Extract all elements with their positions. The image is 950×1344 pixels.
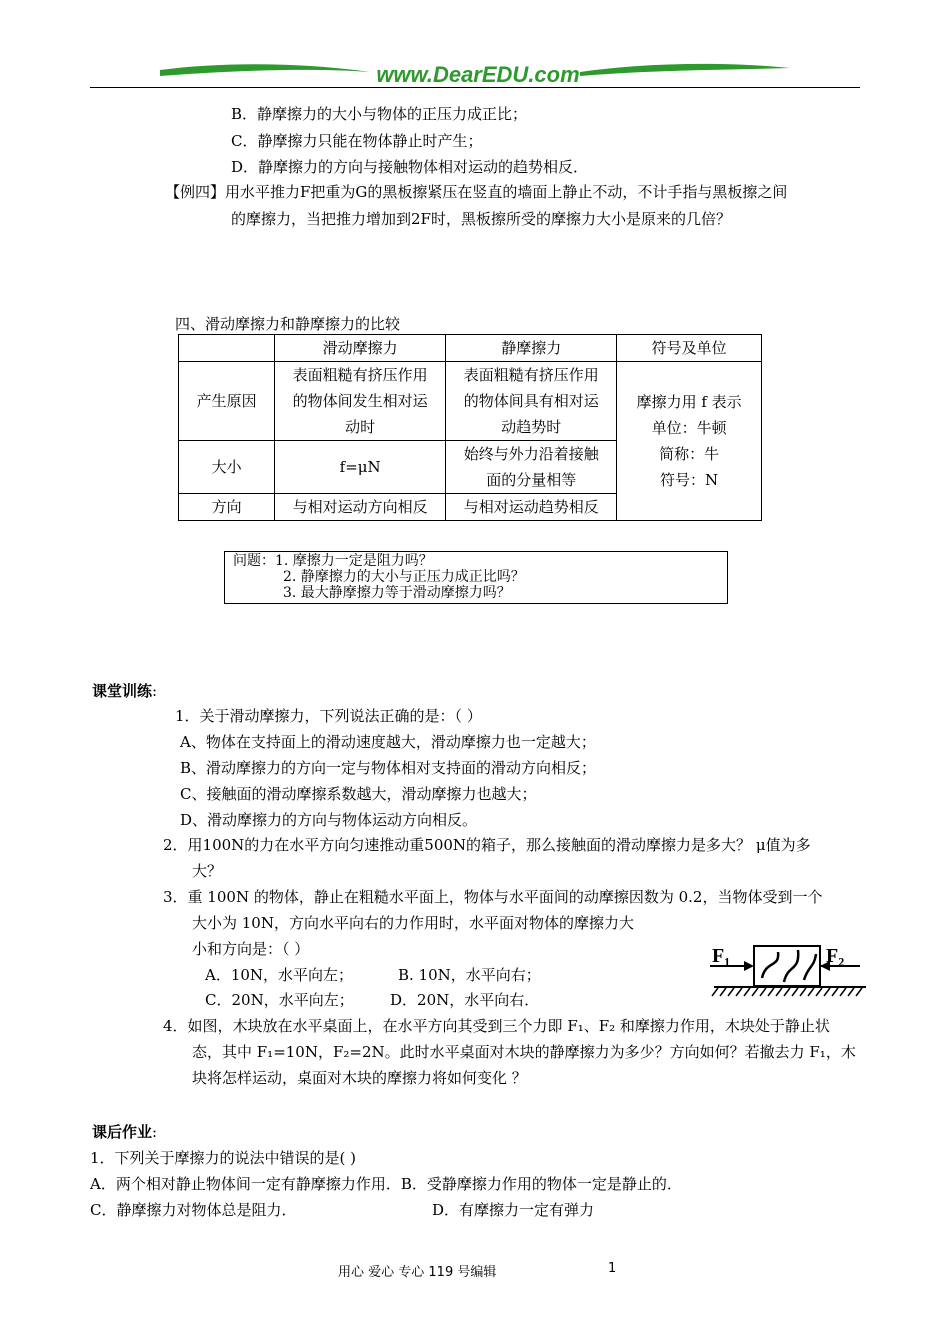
row-size-static [446, 441, 617, 494]
homework-q1-ab: A．两个相对静止物体间一定有静摩擦力作用．B．受静摩擦力作用的物体一定是静止的． [90, 1175, 682, 1193]
cell-line: 表面粗糙有挤压作用 [463, 366, 599, 384]
logo-swoosh-right [580, 64, 790, 76]
cell-line: 符号：N [660, 471, 719, 489]
table-row-cause [179, 362, 762, 441]
cell-line: 的物体间发生相对运 [292, 392, 428, 410]
cell-line: 面的分量相等 [486, 471, 577, 489]
homework-title [92, 1122, 157, 1142]
homework-title-text: 课后作业 [92, 1123, 153, 1141]
symbol-unit-cell [617, 362, 762, 521]
row-dir-label: 方向 [179, 494, 275, 521]
question-3: 3. 最大静摩擦力等于滑动摩擦力吗？ [283, 585, 511, 601]
site-logo [160, 58, 790, 90]
classroom-q4-line2: 态，其中 F₁=10N，F₂=2N。此时水平桌面对木块的静摩擦力为多少？方向如何？若撤去力 F₁，木 [192, 1043, 856, 1061]
classroom-title [92, 681, 157, 701]
header-rule [90, 87, 860, 88]
classroom-title-text: 课堂训练 [92, 682, 153, 700]
option-c-text: C．静摩擦力只能在物体静止时产生； [231, 132, 483, 150]
table-header-symbol: 符号及单位 [617, 335, 762, 362]
cell-line: 动趋势时 [501, 418, 562, 436]
cell-line: 的物体间具有相对运 [463, 392, 599, 410]
classroom-q1-c: C、接触面的滑动摩擦系数越大，滑动摩擦力也越大； [180, 785, 537, 803]
example-4 [165, 182, 787, 202]
force-diagram [704, 938, 874, 1018]
classroom-q3-c: C．20N，水平向左； [205, 991, 354, 1009]
option-d-text: D．静摩擦力的方向与接触物体相对运动的趋势相反． [231, 158, 589, 176]
table-header-empty [179, 335, 275, 362]
example-4-line2: 的摩擦力，当把推力增加到2F时，黑板擦所受的摩擦力大小是原来的几倍？ [231, 210, 731, 228]
classroom-title-colon: : [152, 682, 158, 700]
example-4-line1: 用水平推力F把重为G的黑板擦紧压在竖直的墙面上静止不动，不计手指与黑板擦之间 [225, 183, 788, 201]
questions-box [224, 551, 728, 604]
f1-label: F₁ [712, 945, 731, 967]
f2-label: F₂ [826, 945, 845, 967]
cell-line: 单位：牛顿 [651, 419, 727, 437]
row-size-label: 大小 [179, 441, 275, 494]
classroom-q1-d: D、滑动摩擦力的方向与物体运动方向相反。 [180, 811, 478, 829]
classroom-q3-line1: 3．重 100N 的物体，静止在粗糙水平面上，物体与水平面间的动摩擦因数为 0.2，当物体受到一个 [163, 888, 823, 906]
surface-hatching [712, 988, 862, 996]
cell-line: 表面粗糙有挤压作用 [292, 366, 428, 384]
homework-q1-c: C．静摩擦力对物体总是阻力． [90, 1201, 297, 1219]
row-size-sliding: f=μN [275, 441, 446, 494]
section-4-title: 四、滑动摩擦力和静摩擦力的比较 [175, 315, 401, 333]
homework-q1: 1．下列关于摩擦力的说法中错误的是( ) [90, 1149, 357, 1167]
cell-line: 简称：牛 [659, 445, 720, 463]
page-number: 1 [608, 1261, 617, 1276]
f1-arrow-head [744, 961, 754, 971]
homework-title-colon: : [152, 1123, 158, 1141]
cell-line: 摩擦力用 f 表示 [636, 393, 742, 411]
row-cause-label: 产生原因 [179, 362, 275, 441]
table-header-row [179, 335, 762, 362]
logo-swoosh-left [160, 64, 370, 76]
footer-text: 用心 爱心 专心 119 号编辑 [338, 1265, 497, 1280]
classroom-q2-line2: 大？ [192, 862, 223, 880]
cell-line: 始终与外力沿着接触 [463, 445, 599, 463]
classroom-q2-line1: 2．用100N的力在水平方向匀速推动重500N的箱子，那么接触面的滑动摩擦力是多大？ μ值为多 [163, 836, 811, 854]
row-dir-static: 与相对运动趋势相反 [446, 494, 617, 521]
classroom-q1: 1．关于滑动摩擦力，下列说法正确的是：（ ） [175, 707, 482, 725]
row-dir-sliding: 与相对运动方向相反 [275, 494, 446, 521]
classroom-q3-b: B. 10N，水平向右； [398, 966, 541, 984]
classroom-q3-a: A．10N，水平向左； [205, 966, 354, 984]
row-cause-static [446, 362, 617, 441]
logo-text: www.DearEDU.com [376, 62, 580, 87]
option-b-text: B．静摩擦力的大小与物体的正压力成正比； [231, 105, 528, 123]
classroom-q3-line3: 小和方向是：（ ） [192, 940, 310, 958]
classroom-q1-a: A、物体在支持面上的滑动速度越大，滑动摩擦力也一定越大； [180, 733, 596, 751]
row-cause-sliding [275, 362, 446, 441]
table-header-sliding: 滑动摩擦力 [275, 335, 446, 362]
homework-q1-d: D．有摩擦力一定有弹力 [432, 1201, 595, 1219]
classroom-q3-line2: 大小为 10N，方向水平向右的力作用时，水平面对物体的摩擦力大 [192, 914, 634, 932]
classroom-q3-d: D．20N，水平向右． [390, 991, 540, 1009]
cell-line: 动时 [345, 418, 376, 436]
classroom-q1-b: B、滑动摩擦力的方向一定与物体相对支持面的滑动方向相反； [180, 759, 597, 777]
example-4-tag: 【例四】 [165, 183, 226, 201]
comparison-table [178, 334, 762, 521]
table-header-static: 静摩擦力 [446, 335, 617, 362]
classroom-q4-line1: 4．如图，木块放在水平桌面上，在水平方向其受到三个力即 F₁、F₂ 和摩擦力作用，木块处于静止状 [163, 1017, 830, 1035]
question-1: 问题：1. 摩擦力一定是阻力吗？ [233, 553, 433, 569]
question-2: 2. 静摩擦力的大小与正压力成正比吗？ [283, 569, 525, 585]
classroom-q4-line3: 块将怎样运动，桌面对木块的摩擦力将如何变化 ？ [192, 1069, 527, 1087]
